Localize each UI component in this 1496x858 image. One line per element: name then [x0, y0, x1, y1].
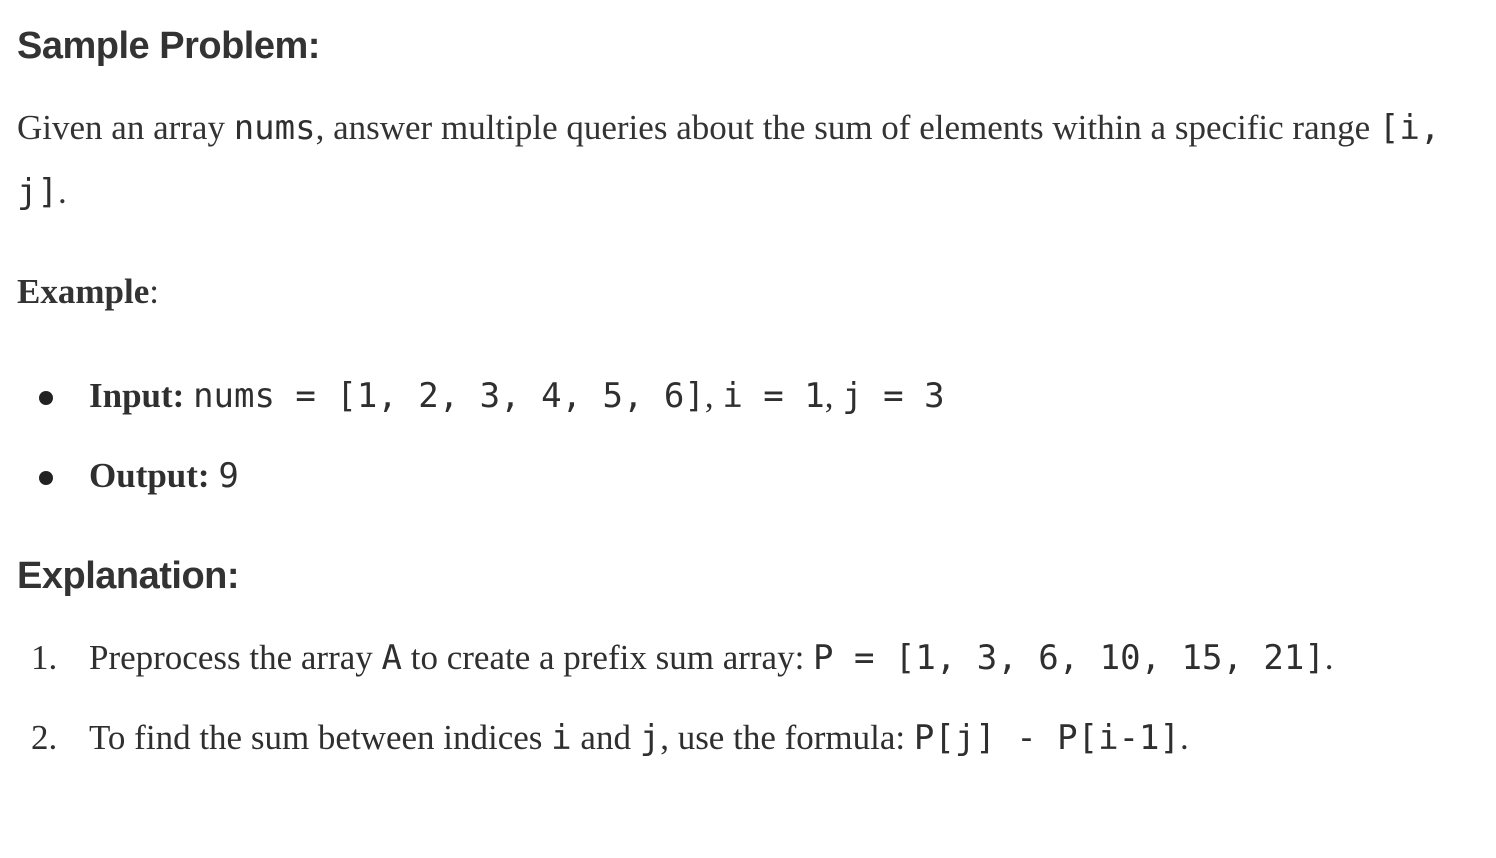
- step-text: .: [1179, 718, 1189, 757]
- code-prefix-array: P = [1, 3, 6, 10, 15, 21]: [813, 638, 1325, 678]
- step-number: 1.: [31, 638, 58, 677]
- code-array-a: A: [381, 638, 402, 678]
- input-j-code: j = 3: [842, 376, 945, 416]
- step-text: .: [1324, 638, 1334, 677]
- example-output-item: [17, 444, 1457, 524]
- code-j: j: [639, 718, 661, 758]
- example-input-item: [17, 364, 1457, 444]
- input-label: Input:: [89, 376, 185, 415]
- step-text: and: [571, 718, 640, 757]
- code-i: i: [551, 718, 572, 758]
- step-item: [17, 626, 1429, 690]
- sample-problem-heading: Sample Problem:: [17, 25, 320, 67]
- input-sep-2: ,: [824, 376, 843, 415]
- input-sep-1: ,: [704, 376, 723, 415]
- step-text: to create a prefix sum array:: [402, 638, 814, 677]
- step-text: , use the formula:: [660, 718, 914, 757]
- step-text: Preprocess the array: [89, 638, 382, 677]
- explanation-heading: Explanation:: [17, 555, 240, 597]
- output-value-code: 9: [218, 456, 239, 496]
- bullet-icon: [39, 391, 53, 405]
- bullet-icon: [39, 471, 53, 485]
- example-colon: :: [149, 272, 159, 311]
- intro-text-2: , answer multiple queries about the sum of elements within a specific range: [315, 108, 1379, 147]
- code-nums: nums: [233, 108, 316, 148]
- input-i-code: i = 1: [722, 376, 825, 416]
- step-item: [17, 706, 1429, 770]
- problem-statement: [17, 96, 1457, 224]
- code-formula: P[j] - P[i-1]: [913, 718, 1180, 758]
- example-list: [17, 364, 1457, 524]
- example-label: Example: [17, 272, 150, 311]
- step-number: 2.: [31, 718, 58, 757]
- example-label-line: [17, 260, 159, 324]
- output-label: Output:: [89, 456, 210, 495]
- intro-text-1: Given an array: [17, 108, 234, 147]
- intro-text-3: .: [57, 172, 67, 211]
- input-array-code: nums = [1, 2, 3, 4, 5, 6]: [193, 376, 705, 416]
- explanation-steps: [17, 626, 1457, 786]
- step-text: To find the sum between indices: [89, 718, 552, 757]
- code-range: [i, j]: [17, 108, 1441, 212]
